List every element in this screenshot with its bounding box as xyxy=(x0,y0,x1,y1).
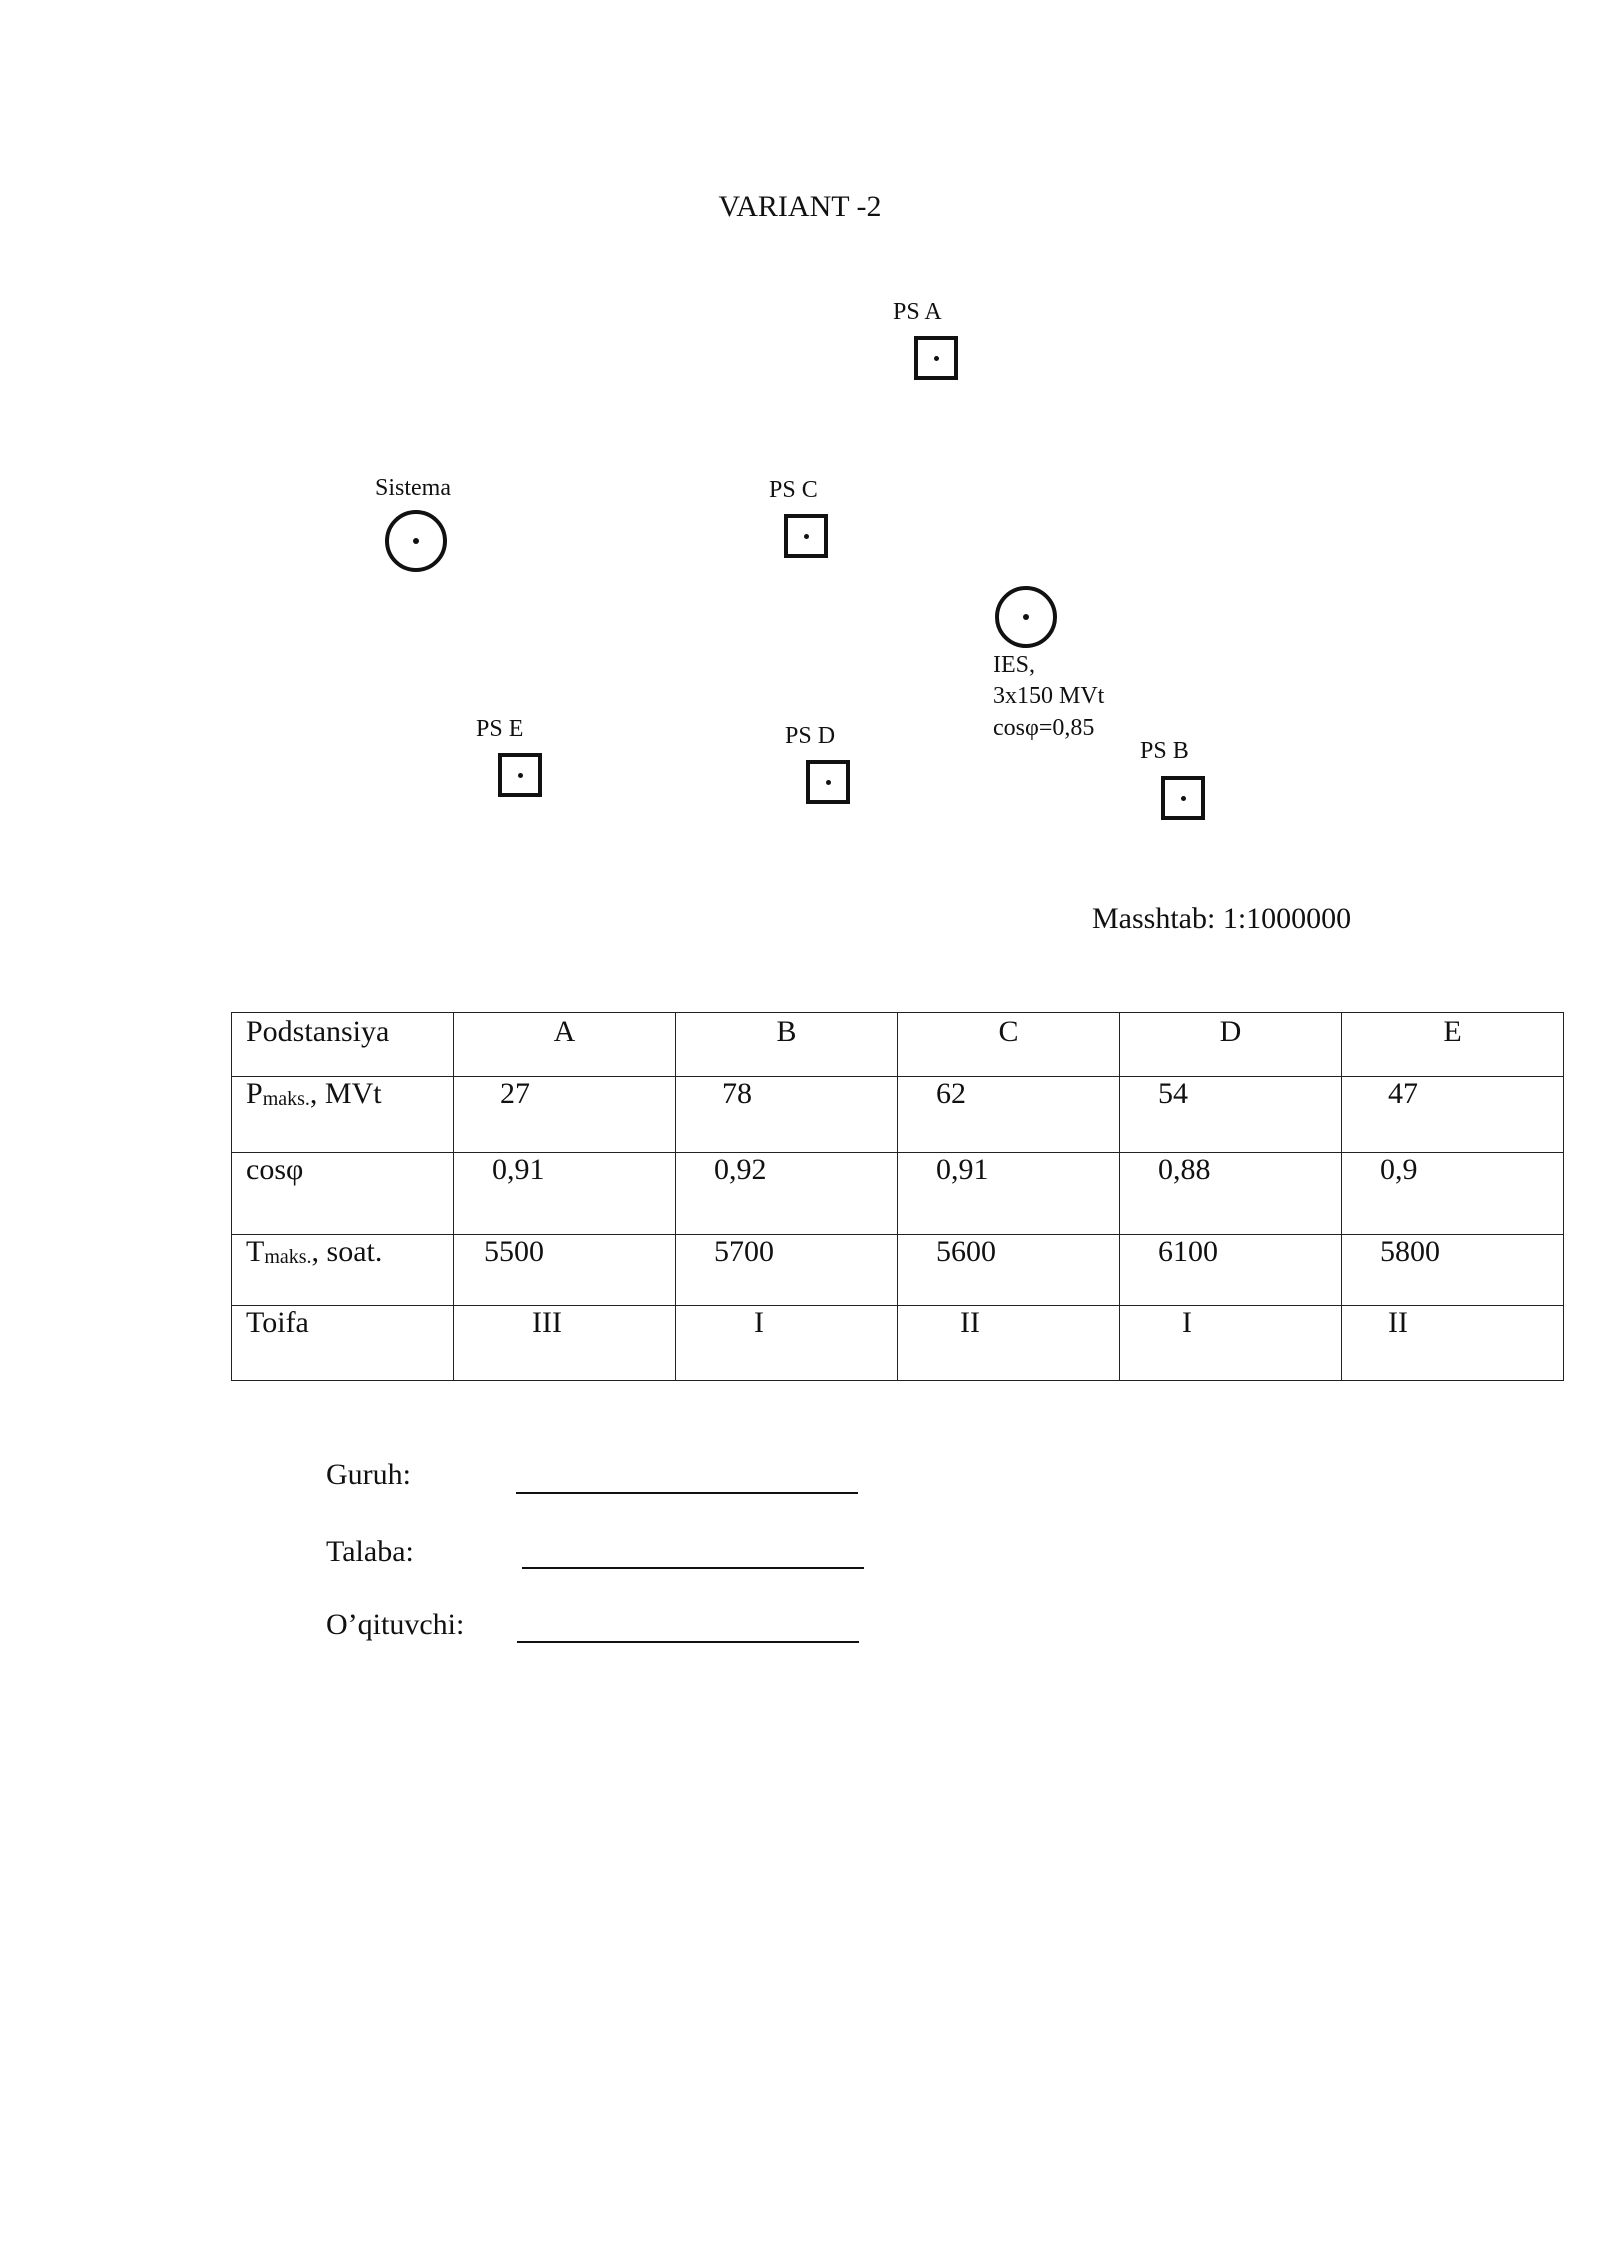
table-cell: 62 xyxy=(898,1077,1120,1153)
table-cell: 0,91 xyxy=(898,1153,1120,1235)
ps-e-square-icon xyxy=(498,753,542,797)
row-label-sub: maks. xyxy=(264,1246,312,1268)
table-cell: I xyxy=(676,1306,898,1381)
table-cell: 0,9 xyxy=(1342,1153,1564,1235)
table-cell: 0,92 xyxy=(676,1153,898,1235)
talaba-signature-line xyxy=(522,1567,864,1569)
table-cell: 0,91 xyxy=(454,1153,676,1235)
row-label-main: P xyxy=(246,1077,263,1110)
ps-b-label: PS B xyxy=(1140,738,1189,764)
ies-label-line3: cosφ=0,85 xyxy=(993,715,1095,741)
ps-e-label: PS E xyxy=(476,716,524,742)
table-cell: II xyxy=(1342,1306,1564,1381)
oqituvchi-signature-line xyxy=(517,1641,859,1643)
ps-c-label: PS C xyxy=(769,477,818,503)
table-cell: 27 xyxy=(454,1077,676,1153)
ies-label-line2: 3x150 MVt xyxy=(993,683,1105,709)
ps-a-square-icon xyxy=(914,336,958,380)
oqituvchi-label: O’qituvchi: xyxy=(326,1608,465,1641)
row-label xyxy=(232,1235,454,1306)
row-label xyxy=(232,1077,454,1153)
sistema-label: Sistema xyxy=(375,475,451,501)
table-row xyxy=(232,1153,1564,1235)
row-label-main: Toifa xyxy=(246,1306,309,1339)
header-cell: Podstansiya xyxy=(232,1013,454,1077)
table-cell: 5500 xyxy=(454,1235,676,1306)
header-cell: E xyxy=(1342,1013,1564,1077)
table-cell: II xyxy=(898,1306,1120,1381)
table-row xyxy=(232,1235,1564,1306)
table-row xyxy=(232,1077,1564,1153)
ps-d-label: PS D xyxy=(785,723,836,749)
table-cell: 0,88 xyxy=(1120,1153,1342,1235)
row-label-rest: , MVt xyxy=(309,1077,382,1110)
table-cell: 5600 xyxy=(898,1235,1120,1306)
ps-a-label: PS A xyxy=(893,299,942,325)
row-label-sub: maks. xyxy=(262,1088,310,1110)
row-label-rest: , soat. xyxy=(311,1235,383,1268)
sistema-circle-icon xyxy=(385,510,447,572)
header-cell: A xyxy=(454,1013,676,1077)
table-header-row xyxy=(232,1013,1564,1077)
scale-label: Masshtab: 1:1000000 xyxy=(1092,902,1352,935)
table-cell: 47 xyxy=(1342,1077,1564,1153)
row-label-main: T xyxy=(246,1235,265,1268)
row-label xyxy=(232,1306,454,1381)
row-label xyxy=(232,1153,454,1235)
ies-label-line1: IES, xyxy=(993,652,1035,678)
table-cell: 78 xyxy=(676,1077,898,1153)
table-cell: 5800 xyxy=(1342,1235,1564,1306)
table-row xyxy=(232,1306,1564,1381)
page-title: VARIANT -2 xyxy=(718,190,882,223)
ies-circle-icon xyxy=(995,586,1057,648)
table-cell: I xyxy=(1120,1306,1342,1381)
ps-b-square-icon xyxy=(1161,776,1205,820)
header-cell: B xyxy=(676,1013,898,1077)
guruh-signature-line xyxy=(516,1492,858,1494)
header-cell: C xyxy=(898,1013,1120,1077)
table-cell: 54 xyxy=(1120,1077,1342,1153)
talaba-label: Talaba: xyxy=(326,1535,414,1568)
header-cell: D xyxy=(1120,1013,1342,1077)
guruh-label: Guruh: xyxy=(326,1458,411,1491)
table-cell: 6100 xyxy=(1120,1235,1342,1306)
ps-c-square-icon xyxy=(784,514,828,558)
table-cell: 5700 xyxy=(676,1235,898,1306)
table-cell: III xyxy=(454,1306,676,1381)
ps-d-square-icon xyxy=(806,760,850,804)
row-label-main: cosφ xyxy=(246,1153,304,1186)
substation-table xyxy=(231,1012,1564,1381)
